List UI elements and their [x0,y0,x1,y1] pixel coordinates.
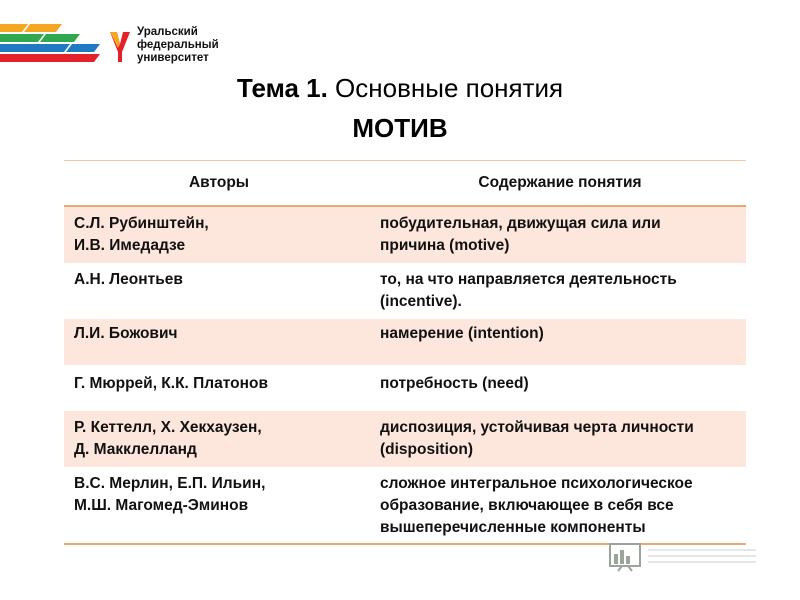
table-row [64,319,746,365]
page-subtitle: МОТИВ [352,113,448,143]
table-row [64,263,746,319]
table-row [64,467,746,545]
author-cell: С.Л. Рубинштейн, И.В. Имедадзе [74,215,209,254]
table-row [64,411,746,467]
logo-stripes-icon [0,22,108,64]
content-cell: то, на что направляется деятельность (incentive). [380,271,677,310]
topic-number: Тема 1. [236,73,328,103]
content-cell: диспозиция, устойчивая черта личности (disposition) [380,419,694,458]
decoration-lines-icon [648,546,758,566]
author-cell: Л.И. Божович [74,325,178,342]
column-header-authors: Авторы [188,174,250,191]
author-cell: Г. Мюррей, К.К. Платонов [74,375,268,392]
content-cell: потребность (need) [380,375,529,392]
content-cell: сложное интегральное психологическое образование, включающее в себя все вышеперечисленные компоненты [380,475,693,536]
author-cell: Р. Кеттелл, Х. Хекхаузен, Д. Макклелланд [74,419,262,458]
chart-decoration-icon [608,538,644,572]
ural-university-logo-icon [108,30,132,64]
table-row [64,207,746,263]
topic-name: Основные понятия [327,73,564,103]
author-cell: А.Н. Леонтьев [74,271,183,288]
column-header-content: Содержание понятия [478,174,642,191]
concepts-table [64,160,746,545]
content-cell: намерение (intention) [380,325,544,342]
author-cell: В.С. Мерлин, Е.П. Ильин, М.Ш. Магомед-Эминов [74,475,266,514]
table-header [64,160,746,207]
university-name: Уральский федеральный университет [137,26,219,64]
table-row [64,365,746,411]
page-title [0,71,800,105]
content-cell: побудительная, движущая сила или причина (motive) [380,215,661,254]
